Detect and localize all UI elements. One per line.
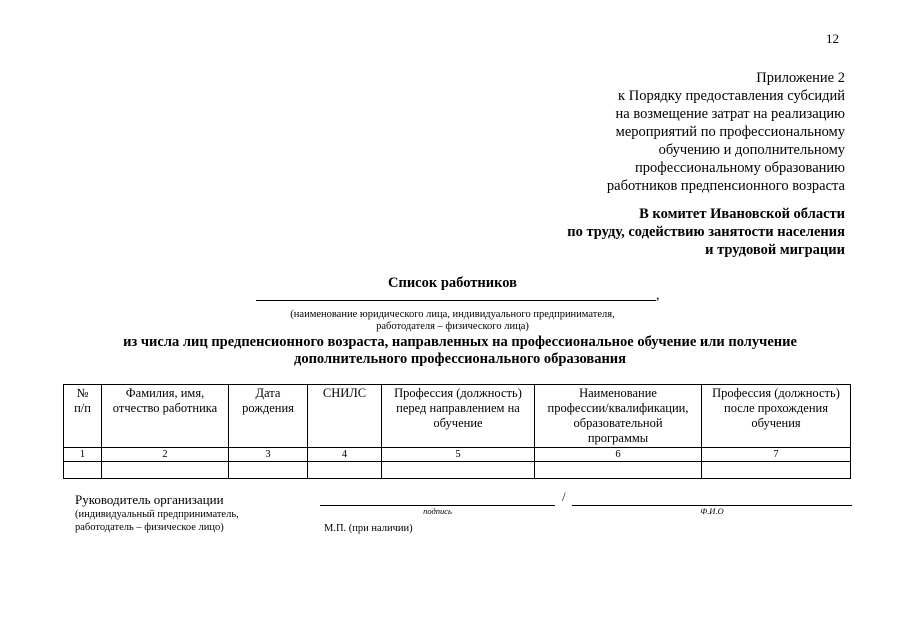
addressee-line: В комитет Ивановской области [639,206,845,222]
hint-line: работодатель – физическое лицо) [75,522,224,533]
column-number: 3 [229,448,308,462]
appendix-line: на возмещение затрат на реализацию [615,106,845,122]
column-number: 1 [64,448,102,462]
table-cell[interactable] [308,462,382,479]
name-hint-line: работодателя – физического лица) [376,321,529,332]
stamp-note: М.П. (при наличии) [324,523,413,534]
column-number: 7 [702,448,851,462]
column-number: 4 [308,448,382,462]
header-snils [308,385,382,448]
header-text: п/п [74,401,91,415]
header-full-name [102,385,229,448]
header-text: Профессия (должность) [394,386,522,400]
name-comma: , [656,288,660,303]
table-cell[interactable] [382,462,535,479]
head-of-organization-label: Руководитель организации [75,492,224,507]
signature-caption: подпись [423,506,452,516]
list-title: Список работников [388,275,517,291]
header-text: рождения [242,401,294,415]
table-header-row [64,385,851,448]
header-text: Дата [255,386,281,400]
addressee-line: и трудовой миграции [705,242,845,258]
organization-name-hint [0,309,905,333]
header-text: СНИЛС [322,386,367,400]
appendix-line: мероприятий по профессиональному [615,124,845,140]
header-text: профессии/квалификации, [547,401,689,415]
header-text: после прохождения [724,401,828,415]
header-program-name [535,385,702,448]
header-number [64,385,102,448]
head-of-organization-hint [75,508,239,534]
header-text: Фамилия, имя, [125,386,205,400]
table-cell[interactable] [535,462,702,479]
header-text: Профессия (должность) [712,386,840,400]
addressee-line: по труду, содействию занятости населения [567,224,845,240]
signature-separator: / [562,489,566,504]
list-subtitle [60,334,860,368]
table-cell[interactable] [702,462,851,479]
page-number: 12 [826,31,839,46]
organization-name-field[interactable] [256,300,656,301]
header-text: № [76,386,89,400]
workers-table [63,384,851,479]
header-text: Наименование [579,386,657,400]
full-name-caption: Ф.И.О [700,506,724,516]
header-text: обучение [433,416,483,430]
table-cell[interactable] [64,462,102,479]
column-number-row [64,448,851,462]
appendix-line: обучению и дополнительному [658,142,845,158]
header-text: программы [587,431,649,445]
column-number: 2 [102,448,229,462]
addressee-block [485,205,845,259]
subtitle-line: дополнительного профессионального образования [293,351,626,367]
header-profession-after [702,385,851,448]
header-profession-before [382,385,535,448]
column-number: 5 [382,448,535,462]
appendix-line: профессиональному образованию [635,160,845,176]
table-row [64,462,851,479]
header-text: перед направлением на [396,401,520,415]
header-text: образовательной [573,416,663,430]
appendix-line: работников предпенсионного возраста [606,178,845,194]
header-text: обучения [751,416,801,430]
appendix-block [485,69,845,195]
header-text: отчество работника [112,401,218,415]
hint-line: (индивидуальный предприниматель, [75,509,239,520]
name-hint-line: (наименование юридического лица, индивидуального предпринимателя, [290,309,615,320]
appendix-line: к Порядку предоставления субсидий [618,88,845,104]
column-number: 6 [535,448,702,462]
appendix-line: Приложение 2 [756,70,845,86]
table-cell[interactable] [102,462,229,479]
header-birth-date [229,385,308,448]
subtitle-line: из числа лиц предпенсионного возраста, направленных на профессиональное обучение или получение [123,334,797,350]
table-cell[interactable] [229,462,308,479]
